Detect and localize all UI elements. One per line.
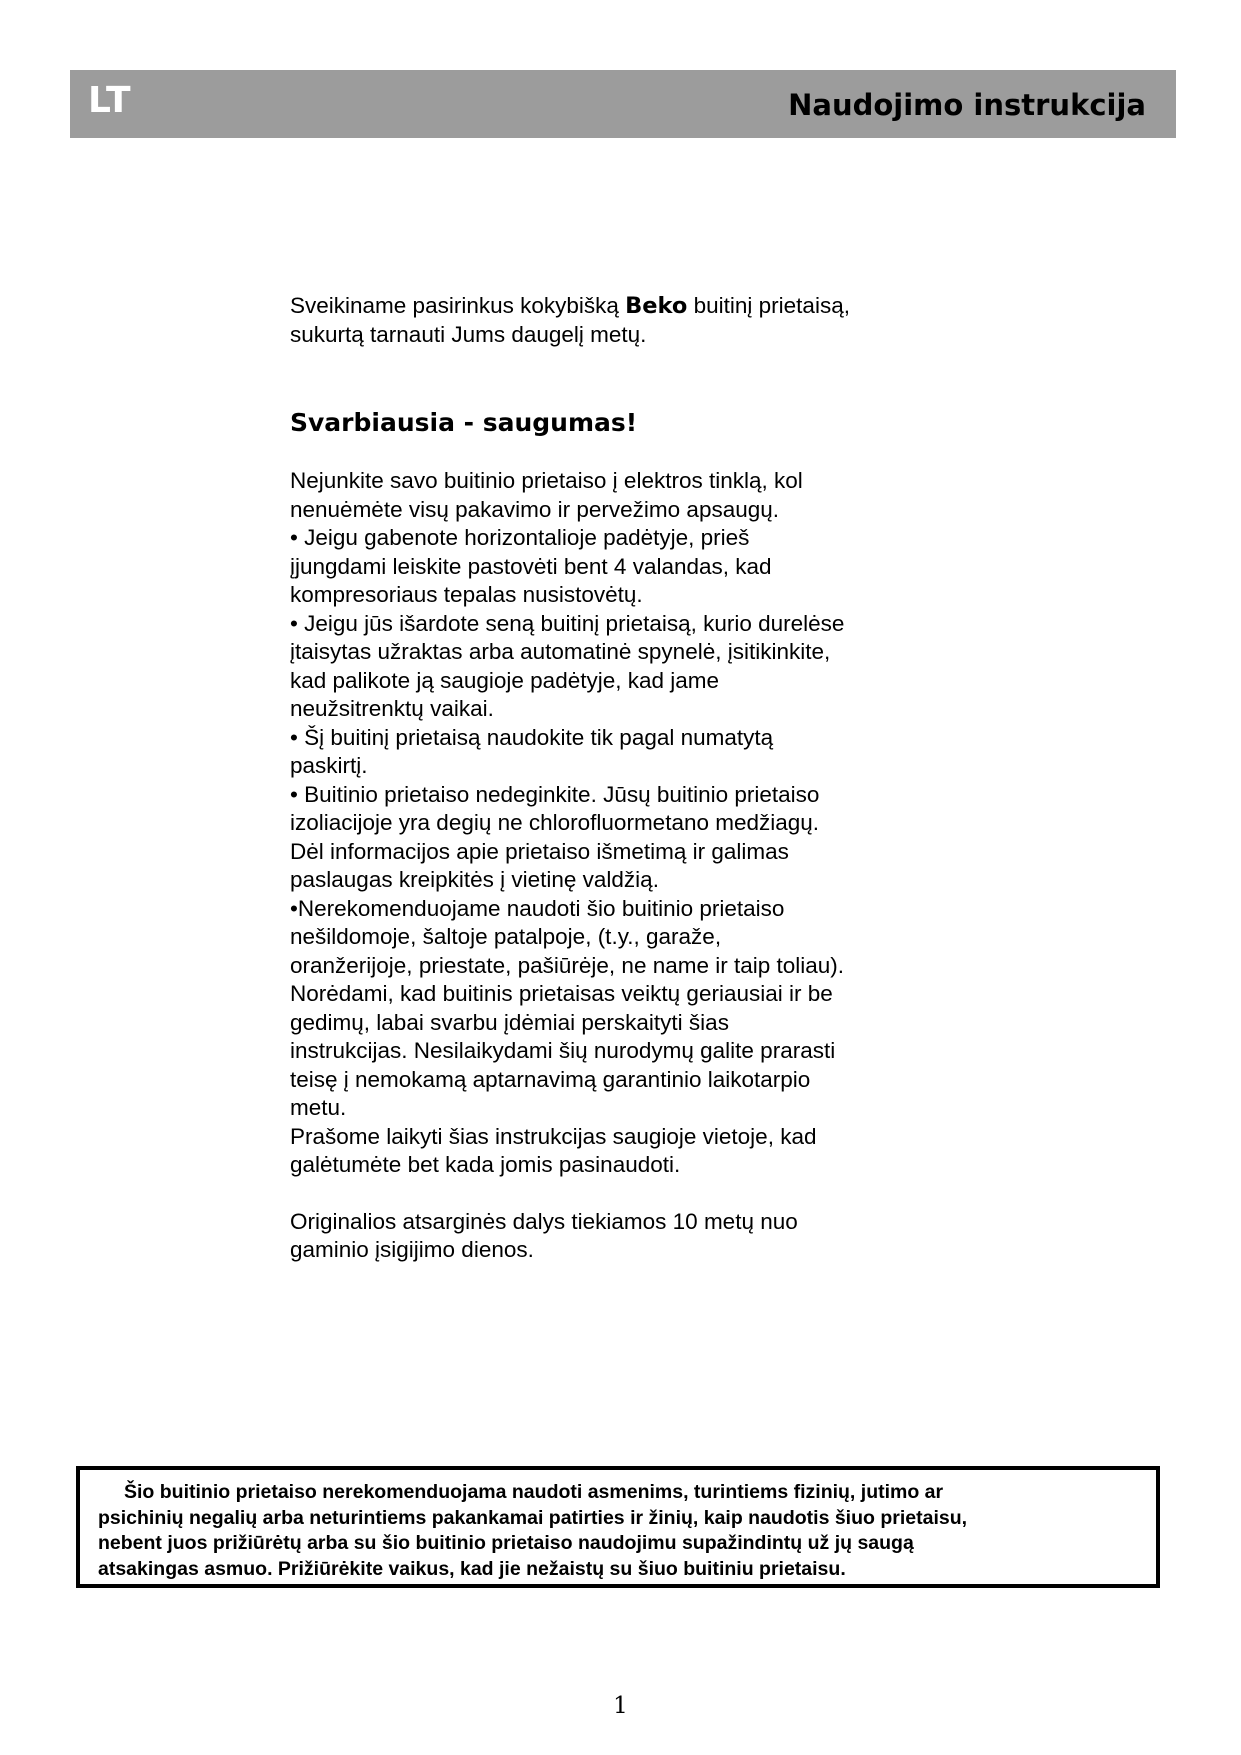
body-line: nenuėmėte visų pakavimo ir pervežimo apsaugų. xyxy=(290,496,780,522)
body-line: kompresoriaus tepalas nusistovėtų. xyxy=(290,582,643,607)
paragraph-gap xyxy=(290,1180,930,1208)
body-line: • Jeigu jūs išardote seną buitinį prietaisą, kurio durelėse xyxy=(290,610,845,636)
page-number: 1 xyxy=(613,1693,628,1719)
body-line: • Jeigu gabenote horizontalioje padėtyje, prieš xyxy=(290,525,750,550)
warning-line3: nebent juos prižiūrėtų arba su šio buitinio prietaiso naudojimu supažindintų už jų saugą xyxy=(98,1532,914,1554)
warning-box xyxy=(76,1466,1160,1588)
body-line: įjungdami leiskite pastovėti bent 4 valandas, kad xyxy=(290,553,772,579)
document-title: Naudojimo instrukcija xyxy=(788,88,1146,122)
warning-line4: atsakingas asmuo. Prižiūrėkite vaikus, kad jie nežaistų su šiuo buitiniu prietaisu. xyxy=(98,1557,846,1580)
welcome-text xyxy=(290,292,930,349)
warning-line2: psichinių negalių arba neturintiems pakankamai patirties ir žinių, kaip naudotis šiuo prietaisu, xyxy=(98,1506,968,1529)
body-line: įtaisytas užraktas arba automatinė spynelė, įsitikinkite, xyxy=(290,639,831,664)
body-line: galėtumėte bet kada jomis pasinaudoti. xyxy=(290,1152,681,1177)
welcome-text-before: Sveikiname pasirinkus kokybišką xyxy=(290,293,626,318)
body-line: paskirtį. xyxy=(290,753,368,778)
body-line: Nejunkite savo buitinio prietaiso į elektros tinklą, kol xyxy=(290,468,803,493)
body-line: • Buitinio prietaiso nedeginkite. Jūsų buitinio prietaiso xyxy=(290,781,820,807)
body-line: teisę į nemokamą aptarnavimą garantinio laikotarpio xyxy=(290,1066,811,1092)
body-line: oranžerijoje, priestate, pašiūrėje, ne name ir taip toliau). xyxy=(290,952,845,978)
welcome-text-after: buitinį prietaisą, xyxy=(687,293,850,318)
body-line: Norėdami, kad buitinis prietaisas veiktų geriausiai ir be xyxy=(290,981,833,1006)
body-line: nešildomoje, šaltoje patalpoje, (t.y., garaže, xyxy=(290,924,722,949)
spare-parts-line2: gaminio įsigijimo dienos. xyxy=(290,1237,534,1262)
brand-name: Beko xyxy=(625,293,688,319)
body-line: paslaugas kreipkitės į vietinę valdžią. xyxy=(290,867,659,892)
welcome-text-line2: sukurtą tarnauti Jums daugelį metų. xyxy=(290,321,647,347)
warning-line1: Šio buitinio prietaiso nerekomenduojama naudoti asmenims, turintiems fizinių, jutimo ar xyxy=(124,1481,944,1503)
safety-instructions xyxy=(290,467,930,1180)
spare-parts-line1: Originalios atsarginės dalys tiekiamos 10 metų nuo xyxy=(290,1208,798,1234)
body-line: gedimų, labai svarbu įdėmiai perskaityti šias xyxy=(290,1009,729,1035)
body-line: neužsitrenktų vaikai. xyxy=(290,696,494,721)
header-bar xyxy=(70,70,1176,138)
body-line: kad palikote ją saugioje padėtyje, kad jame xyxy=(290,667,720,693)
body-line: Prašome laikyti šias instrukcijas saugioje vietoje, kad xyxy=(290,1123,817,1149)
body-line: Dėl informacijos apie prietaiso išmetimą ir galimas xyxy=(290,838,789,864)
main-content xyxy=(290,292,930,1265)
body-line: metu. xyxy=(290,1095,347,1120)
section-title: Svarbiausia - saugumas! xyxy=(290,408,638,437)
body-line: • Šį buitinį prietaisą naudokite tik pagal numatytą xyxy=(290,724,774,750)
body-line: instrukcijas. Nesilaikydami šių nurodymų galite prarasti xyxy=(290,1038,836,1063)
language-code: LT xyxy=(88,80,132,121)
body-line: izoliacijoje yra degių ne chlorofluormetano medžiagų. xyxy=(290,810,820,835)
body-line: •Nerekomenduojame naudoti šio buitinio prietaiso xyxy=(290,895,785,921)
